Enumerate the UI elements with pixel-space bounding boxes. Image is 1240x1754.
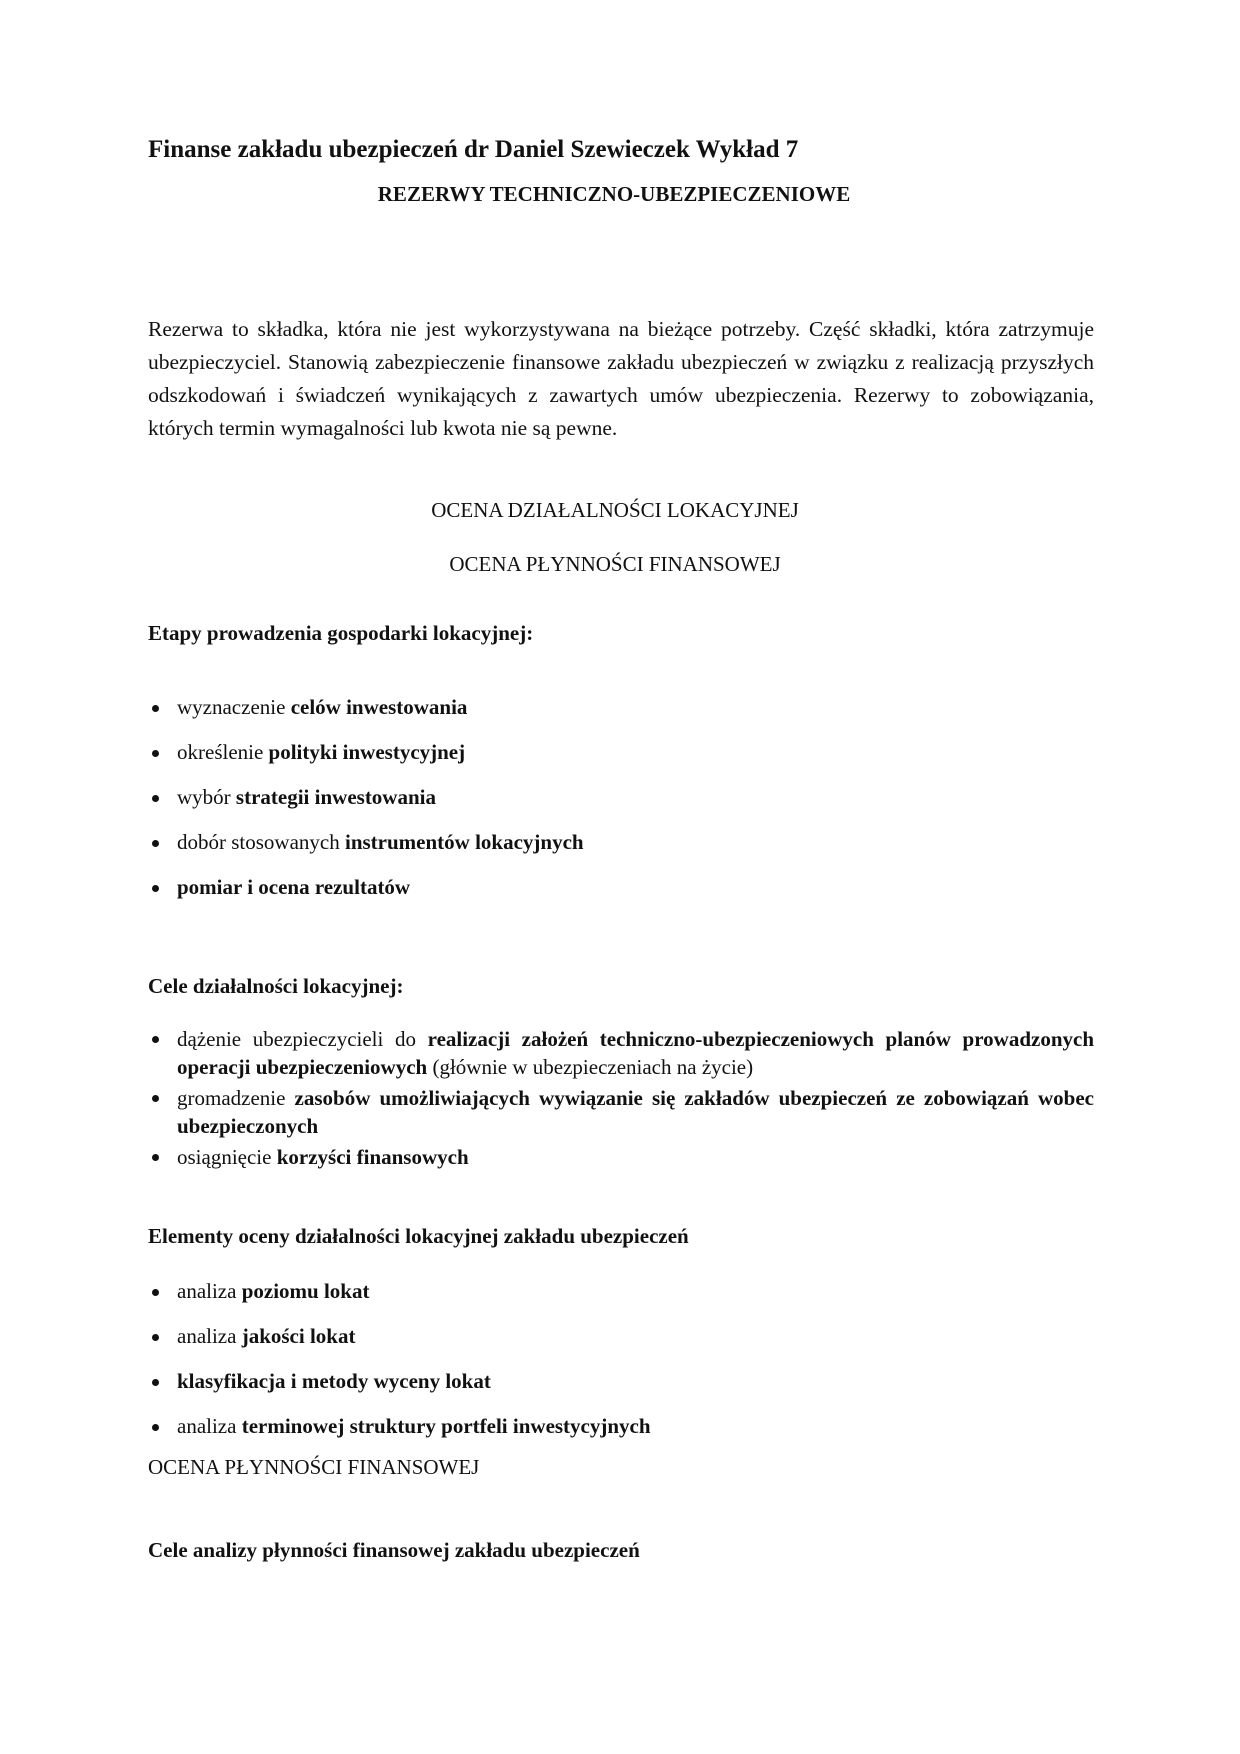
text: osiągnięcie [177,1145,277,1169]
text: analiza [177,1279,242,1303]
list-item [148,829,1094,874]
section-heading-elementy: Elementy oceny działalności lokacyjnej zakładu ubezpieczeń [148,1224,689,1248]
list-elementy [148,1278,1094,1458]
text: dążenie ubezpieczycieli do [177,1027,428,1051]
bold-text: strategii inwestowania [235,785,436,809]
bold-text: klasyfikacja i metody wyceny lokat [177,1369,491,1393]
list-item [148,694,1094,739]
plain-heading-plynnosc: OCENA PŁYNNOŚCI FINANSOWEJ [148,1455,480,1479]
bold-text: instrumentów lokacyjnych [344,830,584,854]
text: wyznaczenie [177,695,291,719]
list-cele [148,1025,1094,1174]
section-heading-etapy: Etapy prowadzenia gospodarki lokacyjnej: [148,621,534,645]
bold-text: realizacji założeń techniczno-ubezpieczeniowych planów prowadzonych operacji ubezpieczeniowych [177,1027,1094,1079]
bold-text: jakości lokat [241,1324,356,1348]
bold-text: terminowej struktury portfeli inwestycyjnych [241,1414,651,1438]
list-item [148,1025,1094,1081]
document-subtitle [0,182,1240,207]
document-title: Finanse zakładu ubezpieczeń dr Daniel Szewieczek Wykład 7 [148,136,799,163]
text: analiza [177,1414,242,1438]
section-heading-cele: Cele działalności lokacyjnej: [148,974,404,998]
list-item [148,874,1094,919]
bold-text: korzyści finansowych [276,1145,469,1169]
text: gromadzenie [177,1086,295,1110]
list-etapy [148,694,1094,919]
list-item [148,1143,1094,1171]
text: analiza [177,1324,242,1348]
text: dobór stosowanych [177,830,345,854]
text: wybór [177,785,236,809]
list-item [148,1368,1094,1413]
list-item [148,739,1094,784]
list-item [148,784,1094,829]
bold-text: zasobów umożliwiających wywiązanie się zakładów ubezpieczeń ze zobowiązań wobec ubezpieczonych [177,1086,1095,1138]
text: określenie [177,740,269,764]
text: (głównie w ubezpieczeniach na życie) [427,1055,754,1079]
bold-text: celów inwestowania [290,695,468,719]
bold-text: pomiar i ocena rezultatów [177,875,411,899]
center-heading-1-text: OCENA DZIAŁALNOŚCI LOKACYJNEJ [431,498,799,522]
center-heading-2 [0,552,1240,577]
list-item [148,1278,1094,1323]
list-item [148,1413,1094,1458]
bold-text: polityki inwestycyjnej [268,740,466,764]
list-item [148,1084,1094,1140]
list-item [148,1323,1094,1368]
section-heading-cele-analizy: Cele analizy płynności finansowej zakładu ubezpieczeń [148,1538,640,1562]
bold-text: poziomu lokat [241,1279,370,1303]
intro-paragraph: Rezerwa to składka, która nie jest wykorzystywana na bieżące potrzeby. Część składki, która zatrzymuje ubezpieczyciel. Stanowią zabezpieczenie finansowe zakładu ubezpieczeń w związku z realizacją przyszłych odszkodowań i świadczeń wynikających z zawartych umów ubezpieczenia. Rezerwy to zobowiązania, których termin wymagalności lub kwota nie są pewne. [148,317,1094,440]
center-heading-2-text: OCENA PŁYNNOŚCI FINANSOWEJ [449,552,781,576]
subtitle-text: REZERWY TECHNICZNO-UBEZPIECZENIOWE [377,182,851,206]
center-heading-1 [0,498,1240,523]
